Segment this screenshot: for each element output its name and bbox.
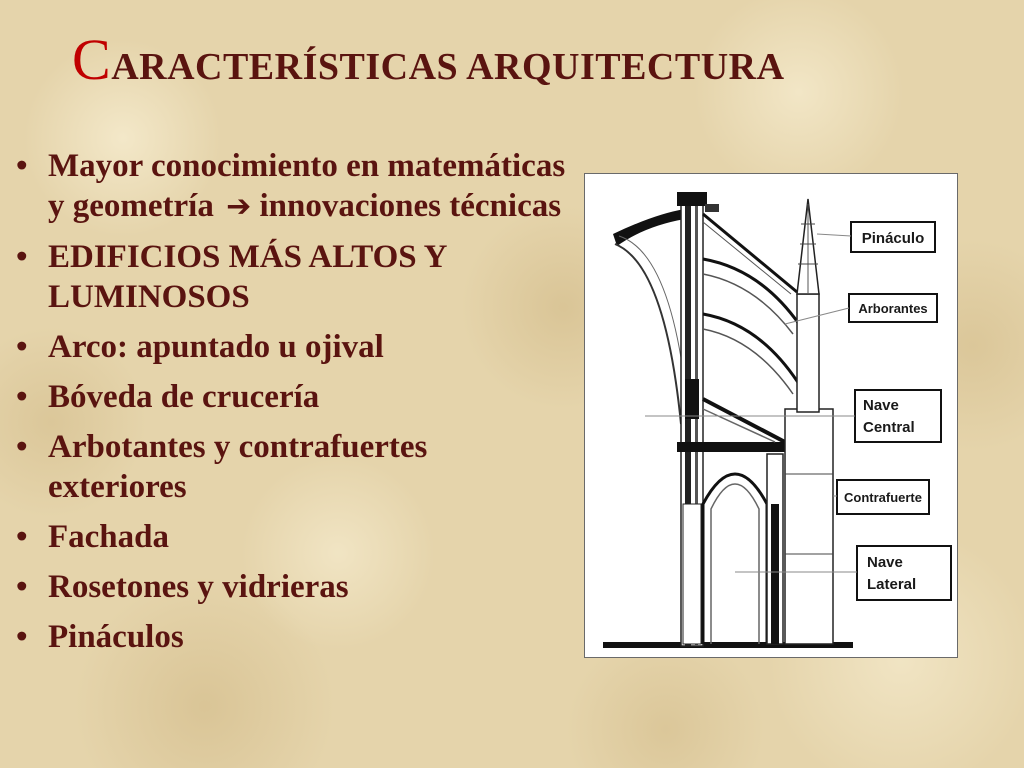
bullet-dot: • <box>16 429 28 465</box>
aisle-roof <box>703 399 785 442</box>
bullet-list <box>10 146 570 667</box>
label-arborantes: Arborantes <box>858 301 928 316</box>
aisle-roof-beam <box>677 442 797 452</box>
bullet-text: Rosetones y vidrieras <box>48 569 349 605</box>
bullet-text: Fachada <box>48 519 170 555</box>
roof-line <box>703 214 797 292</box>
buttress-upper <box>797 294 819 412</box>
bullet-text: EDIFICIOS MÁS ALTOS Y LUMINOSOS <box>48 239 447 315</box>
triforium-block <box>685 379 699 419</box>
bullet-dot: • <box>16 519 28 555</box>
bullet-item <box>10 237 570 317</box>
label-nave-central-2: Central <box>863 419 915 436</box>
nave-pier-cap <box>677 192 707 206</box>
arrow-right-icon: ➔ <box>226 189 252 224</box>
nave-vault-rib <box>613 209 685 246</box>
label-pinaculo: Pináculo <box>861 230 925 247</box>
bullet-item <box>10 567 570 607</box>
bullet-item <box>10 327 570 367</box>
aisle-roof-inner <box>703 409 775 442</box>
title-text: ARACTERÍSTICAS ARQUITECTURA <box>111 46 785 88</box>
bullet-dot: • <box>16 379 28 415</box>
bullet-dot: • <box>16 619 28 655</box>
bullet-text: Arco: apuntado u ojival <box>48 329 384 365</box>
bullet-text: Mayor conocimiento en matemáticas y geometría <box>48 148 566 224</box>
bullet-item <box>10 377 570 417</box>
label-nave-central-1: Nave <box>863 397 899 414</box>
bullet-suffix: innovaciones técnicas <box>259 188 562 224</box>
bullet-text: Pináculos <box>48 619 184 655</box>
bullet-text: Bóveda de crucería <box>48 379 320 415</box>
leader-line-pinaculo <box>817 234 851 236</box>
gargoyle <box>705 204 719 212</box>
title-initial: C <box>72 27 112 92</box>
lower-pier <box>683 504 701 644</box>
label-nave-lateral-1: Nave <box>867 554 903 571</box>
bullet-item <box>10 427 570 507</box>
label-contrafuerte: Contrafuerte <box>843 490 923 505</box>
bullet-item <box>10 517 570 557</box>
nave-vault-curve <box>615 244 681 424</box>
bullet-dot: • <box>16 239 28 275</box>
cathedral-section-diagram <box>584 173 958 658</box>
label-nave-lateral-2: Lateral <box>867 576 917 593</box>
side-aisle-arch-inner <box>711 484 759 644</box>
slide-title <box>72 26 785 93</box>
flying-buttress-upper <box>703 259 799 324</box>
aisle-wall-shaft <box>771 504 779 644</box>
bullet-dot: • <box>16 148 28 184</box>
bullet-dot: • <box>16 569 28 605</box>
bullet-text: Arbotantes y contrafuertes exteriores <box>48 429 428 505</box>
flying-buttress-upper-inner <box>703 274 793 334</box>
bullet-item <box>10 617 570 657</box>
cathedral-section-drawing <box>585 174 958 658</box>
flying-buttress-lower-inner <box>703 329 793 394</box>
bullet-dot: • <box>16 329 28 365</box>
roof-line-inner <box>703 222 791 294</box>
bullet-item <box>10 146 570 227</box>
side-aisle-arch <box>703 474 767 644</box>
buttress <box>785 409 833 644</box>
